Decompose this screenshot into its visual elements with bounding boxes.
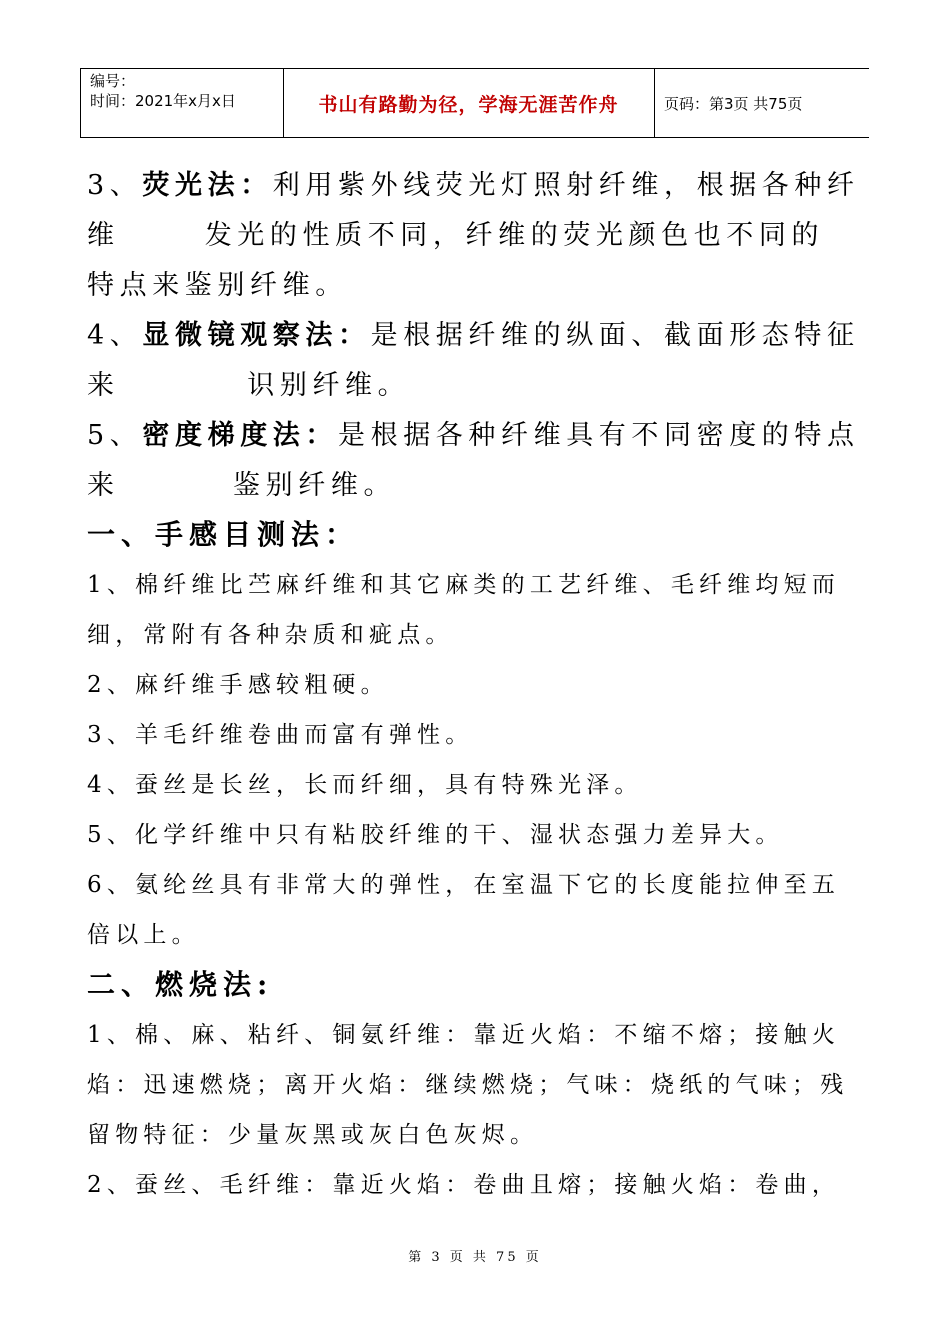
text-line: 细，常附有各种杂质和疵点。 — [87, 622, 454, 648]
header-page-info: 页码：第3页 共75页 — [664, 94, 803, 113]
text-line: 1、棉纤维比苎麻纤维和其它麻类的工艺纤维、毛纤维均短而 — [87, 572, 841, 598]
section-heading-burning: 二、燃烧法: — [87, 968, 274, 1001]
line-fluorescence — [87, 163, 860, 202]
term-fluorescence: 荧光法： — [142, 170, 273, 201]
text-line: 2、麻纤维手感较粗硬。 — [87, 672, 389, 698]
item-number: 4、 — [87, 320, 143, 351]
text-line: 倍以上。 — [87, 922, 200, 948]
text: 是根据各种纤维具有不同密度的特点 — [338, 420, 860, 451]
time-label: 时间：2021年x月x日 — [90, 92, 236, 110]
line-density — [87, 413, 860, 452]
section-heading-touch: 一、手感目测法： — [87, 518, 360, 551]
text-line: 4、蚕丝是长丝，长而纤细，具有特殊光泽。 — [87, 772, 643, 798]
header-divider-2 — [654, 69, 655, 137]
text-line: 3、羊毛纤维卷曲而富有弹性。 — [87, 722, 474, 748]
item-number: 3、 — [87, 170, 143, 201]
text-line: 留物特征：少量灰黑或灰白色灰烬。 — [87, 1122, 539, 1148]
text-line: 5、化学纤维中只有粘胶纤维的干、湿状态强力差异大。 — [87, 822, 784, 848]
text: 利用紫外线荧光灯照射纤维，根据各种纤 — [272, 170, 860, 201]
text-line: 焰：迅速燃烧；离开火焰：继续燃烧；气味：烧纸的气味；残 — [87, 1072, 849, 1098]
text: 是根据纤维的纵面、截面形态特征 — [370, 320, 860, 351]
text-line: 特点来鉴别纤维。 — [87, 270, 348, 301]
line-microscope — [87, 313, 860, 352]
page-header — [80, 68, 869, 138]
text-line: 来 鉴别纤维。 — [87, 470, 397, 501]
text-line: 1、棉、麻、粘纤、铜氨纤维：靠近火焰：不缩不熔；接触火 — [87, 1022, 841, 1048]
term-microscope: 显微镜观察法： — [142, 320, 371, 351]
text-line: 来 识别纤维。 — [87, 370, 411, 401]
page-footer: 第 3 页 共 75 页 — [408, 1250, 542, 1265]
header-meta — [90, 71, 236, 111]
number-label: 编号： — [90, 72, 136, 90]
term-density: 密度梯度法： — [142, 420, 338, 451]
header-motto: 书山有路勤为径，学海无涯苦作舟 — [318, 93, 619, 116]
header-border-left — [80, 69, 81, 137]
text-line: 6、氨纶丝具有非常大的弹性，在室温下它的长度能拉伸至五 — [87, 872, 841, 898]
item-number: 5、 — [87, 420, 143, 451]
text-line: 维 发光的性质不同，纤维的荧光颜色也不同的 — [87, 220, 825, 251]
text-line: 2、蚕丝、毛纤维：靠近火焰：卷曲且熔；接触火焰：卷曲， — [87, 1172, 841, 1198]
